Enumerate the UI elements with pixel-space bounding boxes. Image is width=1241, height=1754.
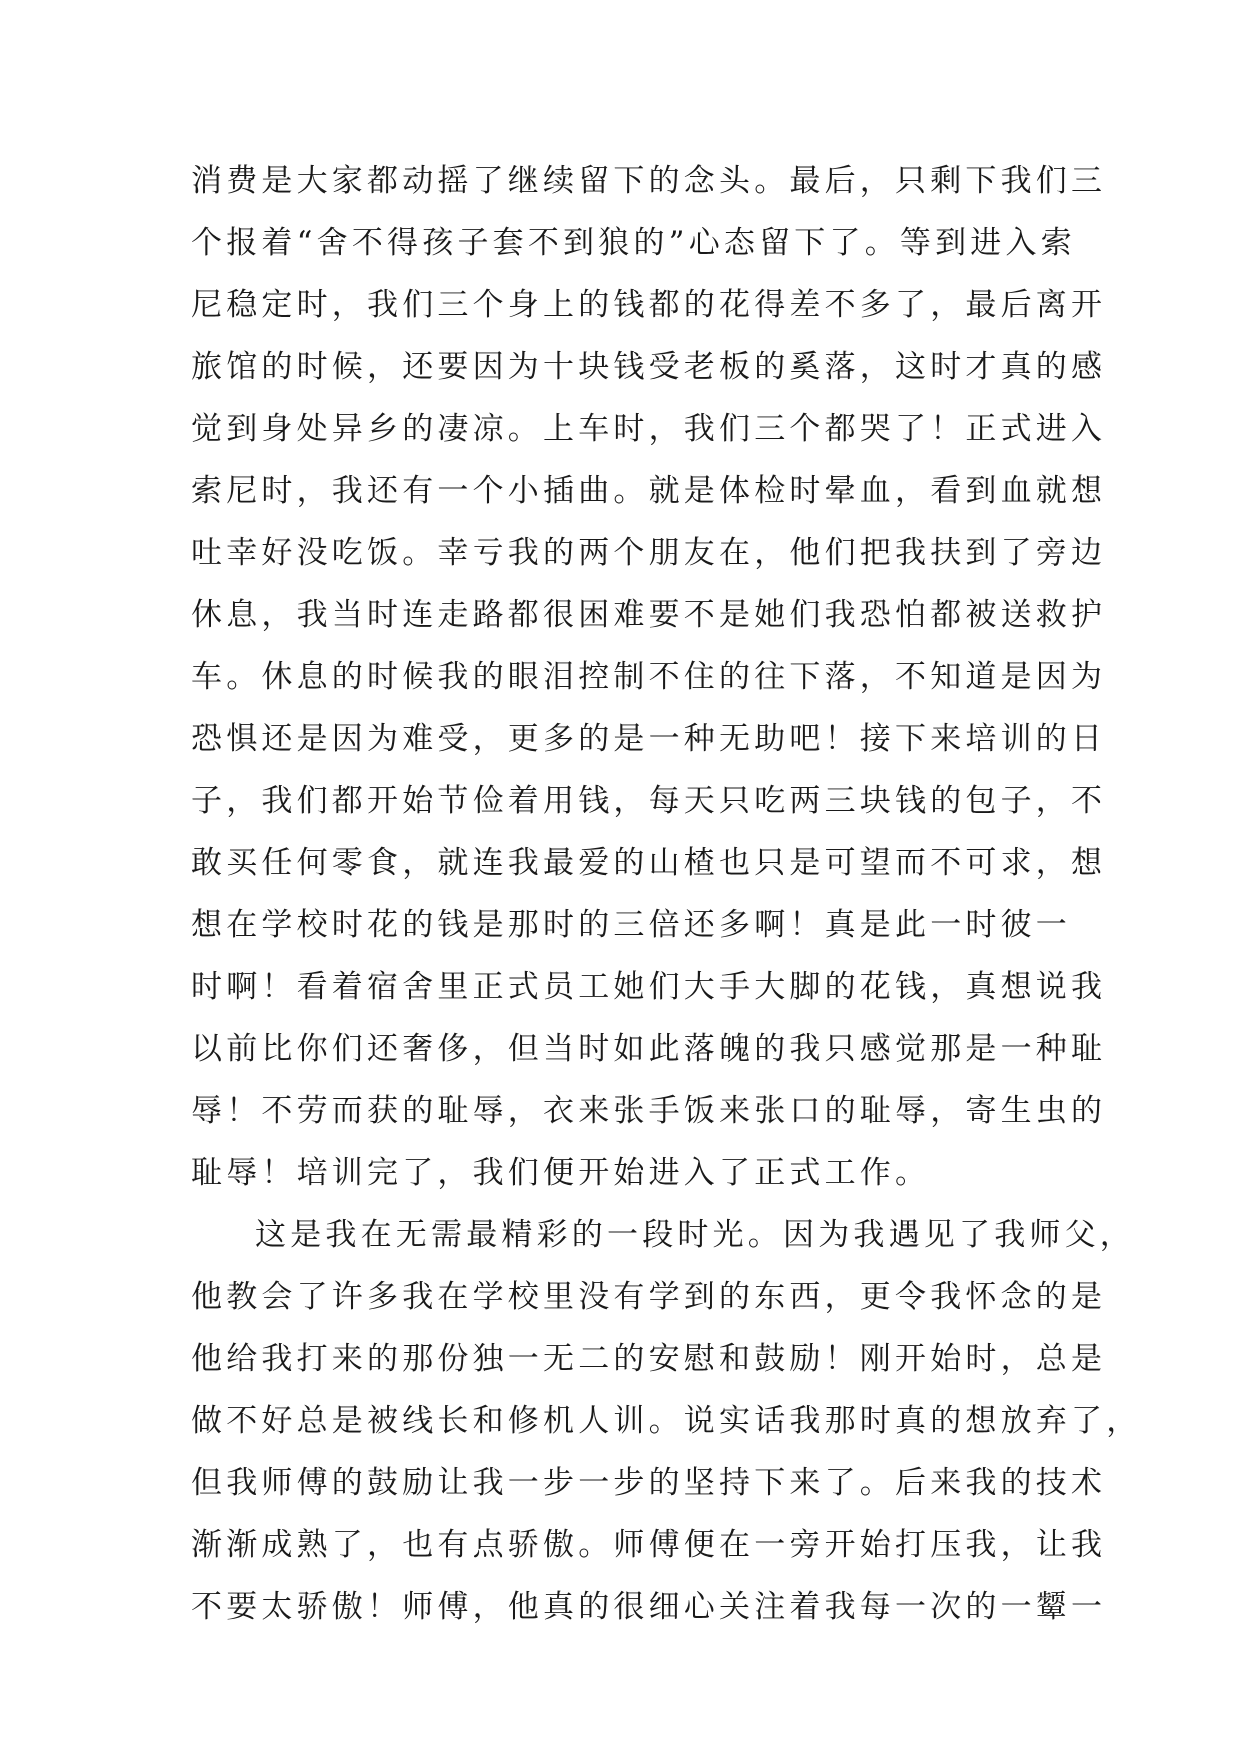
text-line: 耻辱！培训完了，我们便开始进入了正式工作。	[191, 1155, 931, 1191]
text-line: 恐惧还是因为难受，更多的是一种无助吧！接下来培训的日	[191, 721, 1107, 757]
text-line: 敢买任何零食，就连我最爱的山楂也只是可望而不可求，想	[191, 845, 1107, 881]
text-line: 但我师傅的鼓励让我一步一步的坚持下来了。后来我的技术	[191, 1465, 1107, 1501]
text-line: 想在学校时花的钱是那时的三倍还多啊！真是此一时彼一	[191, 907, 1071, 943]
text-line: 尼稳定时，我们三个身上的钱都的花得差不多了，最后离开	[191, 287, 1107, 323]
text-line: 他教会了许多我在学校里没有学到的东西，更令我怀念的是	[191, 1279, 1107, 1315]
text-line: 他给我打来的那份独一无二的安慰和鼓励！刚开始时，总是	[191, 1341, 1107, 1377]
text-line: 渐渐成熟了，也有点骄傲。师傅便在一旁开始打压我，让我	[191, 1527, 1107, 1563]
text-line: 车。休息的时候我的眼泪控制不住的往下落，不知道是因为	[191, 659, 1107, 695]
text-line: 旅馆的时候，还要因为十块钱受老板的奚落，这时才真的感	[191, 349, 1107, 385]
text-line: 时啊！看着宿舍里正式员工她们大手大脚的花钱，真想说我	[191, 969, 1107, 1005]
text-line: 消费是大家都动摇了继续留下的念头。最后，只剩下我们三	[191, 163, 1107, 199]
text-line: 觉到身处异乡的凄凉。上车时，我们三个都哭了！正式进入	[191, 411, 1107, 447]
text-line: 休息，我当时连走路都很困难要不是她们我恐怕都被送救护	[191, 597, 1107, 633]
text-line: 吐幸好没吃饭。幸亏我的两个朋友在，他们把我扶到了旁边	[191, 535, 1107, 571]
text-line: 子，我们都开始节俭着用钱，每天只吃两三块钱的包子，不	[191, 783, 1107, 819]
text-line: 以前比你们还奢侈，但当时如此落魄的我只感觉那是一种耻	[191, 1031, 1107, 1067]
paragraph-first-line: 这是我在无需最精彩的一段时光。因为我遇见了我师父，	[255, 1217, 1135, 1253]
text-line: 个报着“舍不得孩子套不到狼的”心态留下了。等到进入索	[191, 225, 1076, 261]
text-line: 做不好总是被线长和修机人训。说实话我那时真的想放弃了，	[191, 1403, 1142, 1439]
body-text	[191, 150, 1142, 1638]
text-line: 索尼时，我还有一个小插曲。就是体检时晕血，看到血就想	[191, 473, 1107, 509]
text-line: 辱！不劳而获的耻辱，衣来张手饭来张口的耻辱，寄生虫的	[191, 1093, 1107, 1129]
text-line: 不要太骄傲！师傅，他真的很细心关注着我每一次的一颦一	[191, 1589, 1107, 1625]
